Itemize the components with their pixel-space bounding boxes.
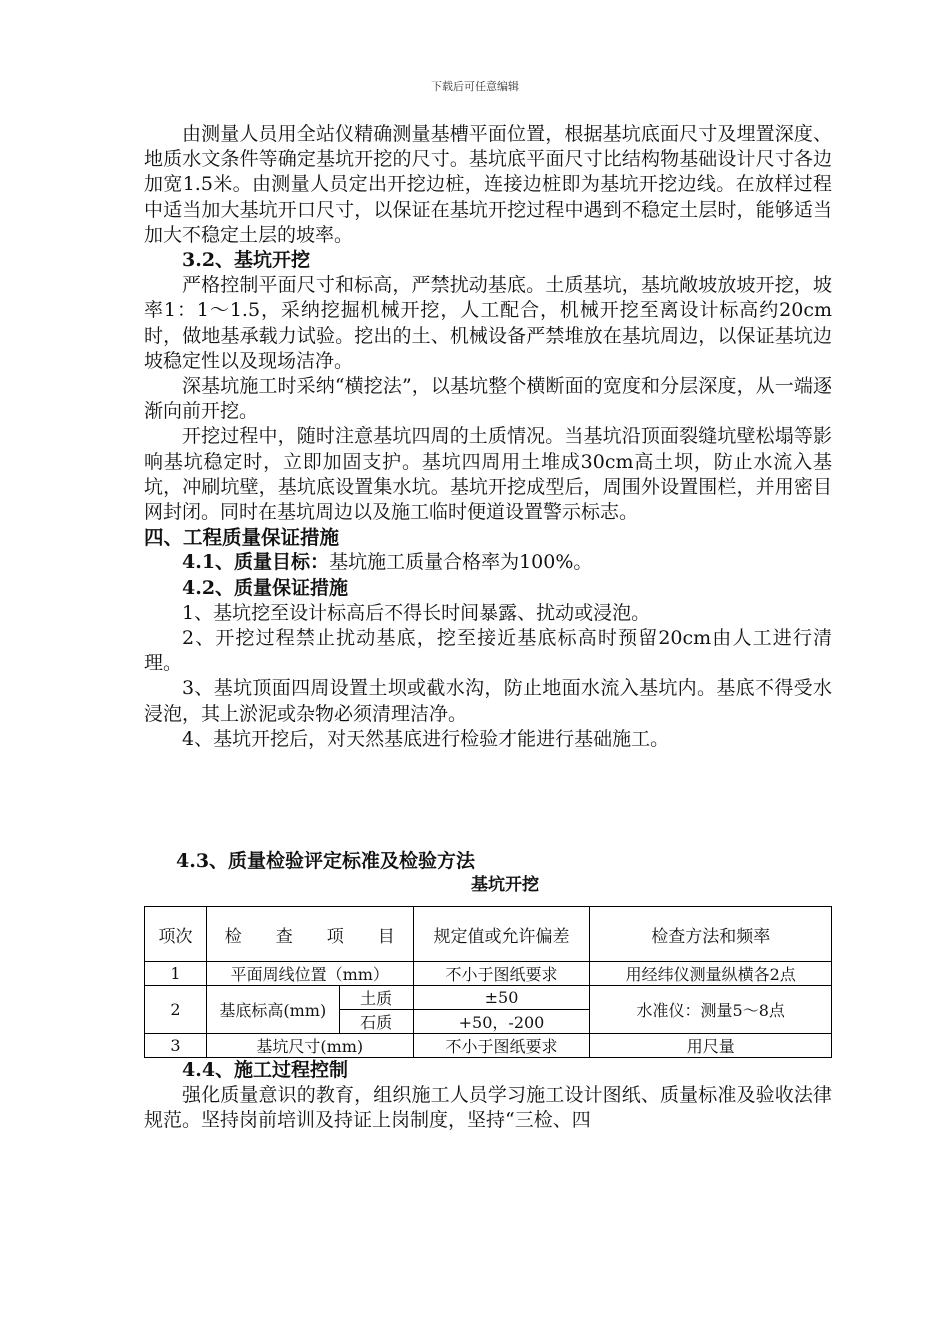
paragraph-excavation-3: 开挖过程中，随时注意基坑四周的土质情况。当基坑沿顶面裂缝坑壁松塌等影响基坑稳定时，立即加固支护。基坑四周用土堆成30cm高土坝，防止水流入基坑，冲刷坑壁，基坑底设置集水坑。基坑开挖成型后，周围外设置围栏，并用密目网封闭。同时在基坑周边以及施工临时便道设置警示标志。: [144, 425, 832, 524]
header-value: 规定值或允许偏差: [413, 907, 590, 962]
section-4-3-title: 4.3、质量检验评定标准及检验方法: [176, 850, 476, 873]
row2-item: 基底标高(mm): [206, 986, 339, 1034]
paragraph-process-control: 强化质量意识的教育，组织施工人员学习施工设计图纸、质量标准及验收法律规范。坚持岗前培训及持证上岗制度，坚持“三检、四: [144, 1084, 832, 1132]
section-4-2-title: 4.2、质量保证措施: [182, 576, 349, 599]
header-no: 项次: [145, 907, 207, 962]
table-caption: 基坑开挖: [471, 875, 539, 896]
row2-value1: ±50: [413, 986, 590, 1010]
row2-sub2: 石质: [339, 1010, 413, 1034]
section-3-2-title: 3.2、基坑开挖: [182, 249, 311, 272]
row2-value2: +50，-200: [413, 1010, 590, 1034]
section-4-title: 四、工程质量保证措施: [144, 526, 340, 550]
row2-sub1: 土质: [339, 986, 413, 1010]
blank-space: [144, 752, 832, 848]
row3-method: 用尺量: [590, 1034, 832, 1058]
table-row: [145, 1034, 832, 1058]
section-4-4-title: 4.4、施工过程控制: [182, 1059, 349, 1082]
row1-value: 不小于图纸要求: [413, 962, 590, 986]
row2-no: 2: [145, 986, 207, 1034]
section-4-1-title: 4.1、质量目标：: [182, 551, 330, 574]
row2-method: 水准仪：测量5～8点: [590, 986, 832, 1034]
page-header: 下载后可任意编辑: [431, 80, 519, 93]
quality-target: [144, 550, 832, 575]
quality-target-text: 基坑施工质量合格率为100%。: [329, 551, 593, 574]
header-item: 检 查 项 目: [206, 907, 413, 962]
quality-measure-4: 4、基坑开挖后，对天然基底进行检验才能进行基础施工。: [182, 727, 670, 750]
table-row: [145, 962, 832, 986]
inspection-table: [144, 906, 832, 1058]
row1-no: 1: [145, 962, 207, 986]
row3-item: 基坑尺寸(mm): [206, 1034, 413, 1058]
paragraph-survey: 由测量人员用全站仪精确测量基槽平面位置，根据基坑底面尺寸及埋置深度、地质水文条件等确定基坑开挖的尺寸。基坑底平面尺寸比结构物基础设计尺寸各边加宽1.5米。由测量人员定出开挖边桩，连接边桩即为基坑开挖边线。在放样过程中适当加大基坑开口尺寸，以保证在基坑开挖过程中遇到不稳定土层时，能够适当加大不稳定土层的坡率。: [144, 123, 832, 246]
quality-measure-3: 3、基坑顶面四周设置土坝或截水沟，防止地面水流入基坑内。基底不得受水浸泡，其上淤泥或杂物必须清理洁净。: [144, 677, 832, 725]
row3-no: 3: [145, 1034, 207, 1058]
table-row: [145, 986, 832, 1010]
row3-value: 不小于图纸要求: [413, 1034, 590, 1058]
table-header-row: [145, 907, 832, 962]
paragraph-excavation-1: 严格控制平面尺寸和标高，严禁扰动基底。土质基坑，基坑敞坡放坡开挖，坡率1：1～1.5，采纳挖掘机械开挖，人工配合，机械开挖至离设计标高约20cm时，做地基承载力试验。挖出的土、机械设备严禁堆放在基坑周边，以保证基坑边坡稳定性以及现场洁净。: [144, 274, 832, 372]
paragraph-excavation-2: 深基坑施工时采纳“横挖法”，以基坑整个横断面的宽度和分层深度，从一端逐渐向前开挖。: [144, 375, 832, 423]
row1-item: 平面周线位置（mm）: [206, 962, 413, 986]
row1-method: 用经纬仪测量纵横各2点: [590, 962, 832, 986]
quality-measure-2: 2、开挖过程禁止扰动基底，挖至接近基底标高时预留20cm由人工进行清理。: [144, 627, 832, 675]
document-body: [144, 122, 832, 1134]
quality-measure-1: 1、基坑挖至设计标高后不得长时间暴露、扰动或浸泡。: [182, 601, 651, 624]
header-method: 检查方法和频率: [590, 907, 832, 962]
